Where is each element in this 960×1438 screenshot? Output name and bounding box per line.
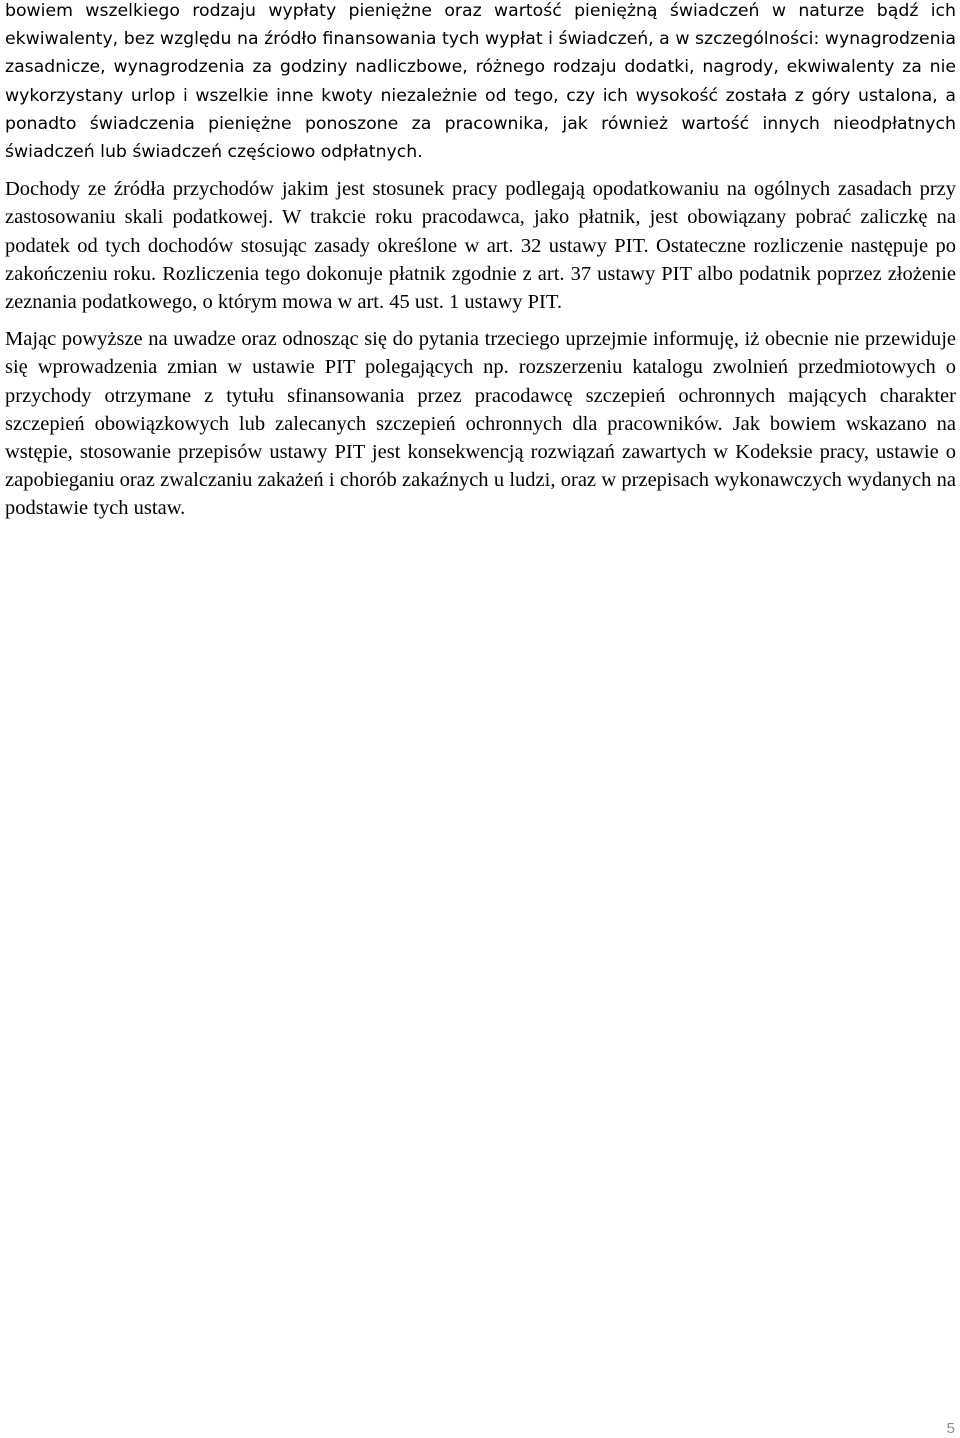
paragraph-income-definition: bowiem wszelkiego rodzaju wypłaty pieniężne oraz wartość pieniężną świadczeń w naturze bądź ich ekwiwalenty, bez względu na źródło finansowania tych wypłat i świadczeń, a w szczególności: wynagrodzenia zasadnicze, wynagrodzenia za godziny nadliczbowe, różnego rodzaju dodatki, nagrody, ekwiwalenty za nie wykorzystany urlop i wszelkie inne kwoty niezależnie od tego, czy ich wysokość została z góry ustalona, a ponadto świadczenia pieniężne ponoszone za pracownika, jak również wartość innych nieodpłatnych świadczeń lub świadczeń częściowo odpłatnych. xyxy=(5,1,956,163)
document-body xyxy=(5,0,956,523)
page-number: 5 xyxy=(946,1420,955,1437)
paragraph-no-planned-changes: Mając powyższe na uwadze oraz odnosząc się do pytania trzeciego uprzejmie informuję, iż obecnie nie przewiduje się wprowadzenia zmian w ustawie PIT polegających np. rozszerzeniu katalogu zwolnień przedmiotowych o przychody otrzymane z tytułu sfinansowania przez pracodawcę szczepień ochronnych mających charakter szczepień obowiązkowych lub zalecanych szczepień ochronnych dla pracowników. Jak bowiem wskazano na wstępie, stosowanie przepisów ustawy PIT jest konsekwencją rozwiązań zawartych w Kodeksie pracy, ustawie o zapobieganiu oraz zwalczaniu zakażeń i chorób zakaźnych u ludzi, oraz w przepisach wykonawczych wydanych na podstawie tych ustaw. xyxy=(5,328,956,520)
paragraph-taxation-rules: Dochody ze źródła przychodów jakim jest stosunek pracy podlegają opodatkowaniu na ogólnych zasadach przy zastosowaniu skali podatkowej. W trakcie roku pracodawca, jako płatnik, jest obowiązany pobrać zaliczkę na podatek od tych dochodów stosując zasady określone w art. 32 ustawy PIT. Ostateczne rozliczenie następuje po zakończeniu roku. Rozliczenia tego dokonuje płatnik zgodnie z art. 37 ustawy PIT albo podatnik poprzez złożenie zeznania podatkowego, o którym mowa w art. 45 ust. 1 ustawy PIT. xyxy=(5,178,956,314)
